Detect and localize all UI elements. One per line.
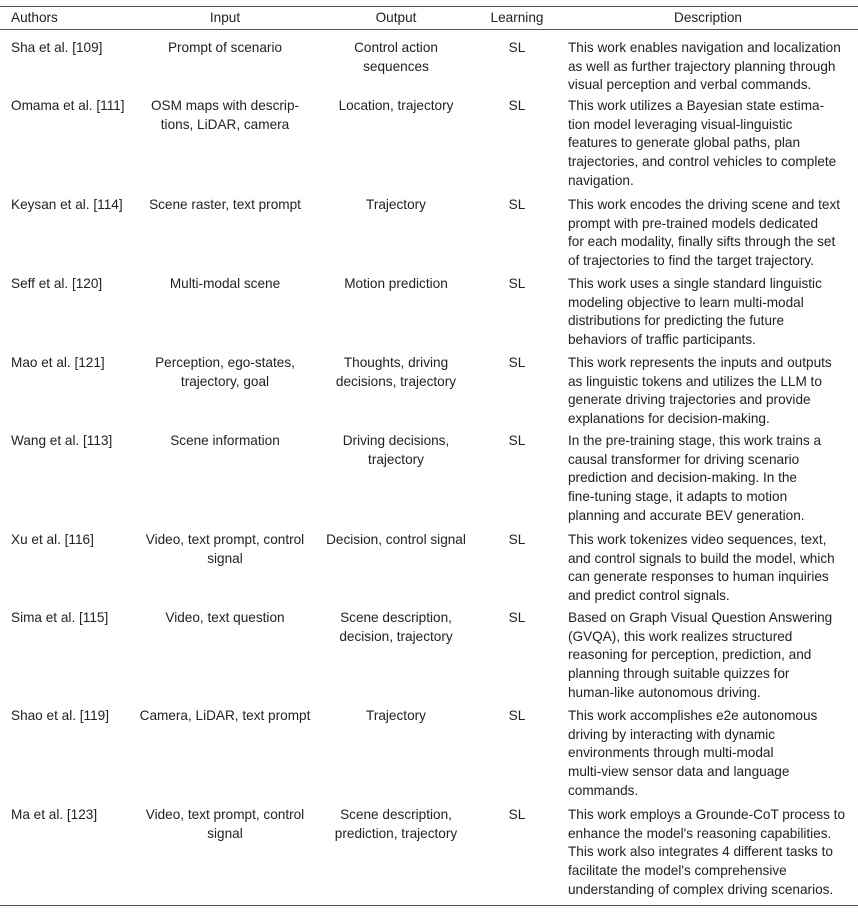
table-top-rule [0, 6, 858, 7]
cell-learning: SL [508, 98, 526, 113]
header-input: Input [209, 10, 241, 25]
cell-output-line: Trajectory [366, 197, 426, 212]
cell-description [568, 806, 848, 900]
cell-learning: SL [508, 197, 526, 212]
cell-input-line: Scene information [170, 433, 280, 448]
cell-description-line: This work enables navigation and localization [568, 40, 841, 55]
cell-description-line: visual perception and verbal commands. [568, 77, 812, 93]
cell-description-line: planning and accurate BEV generation. [568, 507, 805, 523]
cell-learning: SL [508, 807, 526, 822]
cell-input-line: signal [207, 825, 243, 841]
cell-description-line: facilitate the model's comprehensive [568, 863, 787, 879]
cell-description-line: planning through suitable quizzes for [568, 666, 790, 682]
cell-description-line: understanding of complex driving scenarios. [568, 881, 834, 897]
cell-description-line: fine-tuning stage, it adapts to motion [568, 489, 788, 505]
cell-description-line: trajectories, and control vehicles to complete [568, 154, 837, 170]
cell-description-line: and control signals to build the model, which [568, 550, 835, 566]
cell-description-line: Based on Graph Visual Question Answering [568, 610, 833, 625]
cell-description-line: as well as further trajectory planning through [568, 58, 836, 74]
cell-description [568, 707, 848, 801]
cell-description-line: This work utilizes a Bayesian state estima- [568, 98, 825, 113]
cell-input-line: trajectory, goal [180, 373, 270, 389]
cell-author: Keysan et al. [114] [11, 197, 123, 212]
cell-description-line: modeling objective to learn multi-modal [568, 294, 804, 310]
cell-output-line: Scene description, [340, 807, 452, 822]
cell-learning: SL [508, 708, 526, 723]
cell-input [139, 806, 311, 843]
cell-output-line: Control action [354, 40, 438, 55]
cell-description-line: and predict control signals. [568, 588, 730, 604]
cell-input-line: tions, LiDAR, camera [160, 116, 290, 132]
cell-output-line: decisions, trajectory [335, 373, 457, 389]
cell-description-line: for each modality, finally sifts through the set [568, 234, 836, 250]
cell-input [139, 39, 311, 58]
cell-description-line: tion model leveraging visual-linguistic [568, 116, 793, 132]
cell-learning: SL [508, 355, 526, 370]
cell-description-line: of trajectories to find the target trajectory. [568, 253, 815, 269]
cell-author: Ma et al. [123] [11, 807, 98, 822]
cell-description-line: environments through multi-modal [568, 745, 774, 761]
cell-description-line: prediction and decision-making. In the [568, 470, 797, 486]
cell-input [139, 707, 311, 726]
header-authors: Authors [11, 10, 58, 25]
cell-description-line: features to generate global paths, plan [568, 135, 801, 151]
cell-output-line: Thoughts, driving [343, 355, 449, 370]
cell-input [139, 609, 311, 628]
cell-description-line: reasoning for perception, prediction, and [568, 647, 812, 663]
cell-description-line: This work also integrates 4 different tasks to [568, 844, 833, 860]
cell-description-line: commands. [568, 782, 639, 798]
cell-output-line: Trajectory [366, 708, 426, 723]
cell-output-line: sequences [363, 58, 429, 74]
cell-learning: SL [508, 610, 526, 625]
cell-description-line: can generate responses to human inquiries [568, 569, 829, 585]
cell-learning: SL [508, 532, 526, 547]
cell-author: Sima et al. [115] [11, 610, 109, 625]
cell-output-line: Driving decisions, [342, 433, 450, 448]
cell-description-line: explanations for decision-making. [568, 411, 770, 427]
cell-output [320, 432, 472, 469]
cell-author: Sha et al. [109] [11, 40, 103, 55]
cell-input-line: Camera, LiDAR, text prompt [139, 708, 311, 723]
cell-description-line: behaviors of traffic participants. [568, 332, 756, 348]
cell-author: Shao et al. [119] [11, 708, 109, 723]
cell-description [568, 432, 848, 526]
cell-description [568, 609, 848, 703]
cell-input [139, 531, 311, 568]
cell-input-line: Video, text question [165, 610, 285, 625]
cell-input [139, 275, 311, 294]
cell-description-line: generate driving trajectories and provide [568, 392, 811, 408]
cell-description-line: enhance the model's reasoning capabilities. [568, 825, 832, 841]
cell-description-line: This work tokenizes video sequences, text, [568, 532, 827, 547]
cell-input-line: signal [207, 550, 243, 566]
cell-description-line: This work accomplishes e2e autonomous [568, 708, 818, 723]
cell-input-line: Video, text prompt, control [145, 807, 305, 822]
cell-input [139, 196, 311, 215]
header-output: Output [375, 10, 417, 25]
cell-output [320, 275, 472, 294]
cell-author: Wang et al. [113] [11, 433, 113, 448]
cell-description-line: multi-view sensor data and language [568, 764, 790, 780]
cell-description [568, 97, 848, 191]
cell-description-line: This work uses a single standard linguistic [568, 276, 822, 291]
cell-description [568, 196, 848, 271]
cell-description-line: causal transformer for driving scenario [568, 451, 800, 467]
cell-description-line: navigation. [568, 172, 634, 188]
cell-input [139, 97, 311, 134]
table-header-rule [0, 29, 858, 30]
cell-description [568, 354, 848, 429]
cell-description-line: driving by interacting with dynamic [568, 726, 776, 742]
cell-description-line: This work employs a Grounde-CoT process to [568, 807, 846, 822]
cell-learning: SL [508, 40, 526, 55]
cell-description [568, 39, 848, 95]
cell-input-line: Video, text prompt, control [145, 532, 305, 547]
cell-learning: SL [508, 433, 526, 448]
cell-input-line: Prompt of scenario [167, 40, 283, 55]
table-bottom-rule [0, 905, 858, 906]
cell-description-line: (GVQA), this work realizes structured [568, 628, 793, 644]
cell-output [320, 39, 472, 76]
cell-author: Seff et al. [120] [11, 276, 103, 291]
cell-output-line: decision, trajectory [339, 628, 453, 644]
cell-description-line: distributions for predicting the future [568, 313, 785, 329]
cell-input [139, 432, 311, 451]
cell-description [568, 275, 848, 350]
cell-output-line: Scene description, [340, 610, 452, 625]
cell-input-line: OSM maps with descrip- [150, 98, 300, 113]
cell-output [320, 196, 472, 215]
cell-output [320, 97, 472, 116]
header-description: Description [674, 10, 742, 25]
cell-output-line: trajectory [368, 451, 424, 467]
cell-output-line: prediction, trajectory [334, 825, 458, 841]
cell-author: Omama et al. [111] [11, 98, 125, 113]
cell-input-line: Scene raster, text prompt [149, 197, 301, 212]
cell-output-line: Location, trajectory [338, 98, 454, 113]
cell-description-line: This work represents the inputs and outputs [568, 355, 832, 370]
cell-learning: SL [508, 276, 526, 291]
cell-output [320, 707, 472, 726]
cell-output [320, 531, 472, 550]
table-header-row [0, 9, 858, 28]
cell-description-line: human-like autonomous driving. [568, 684, 761, 700]
cell-description [568, 531, 848, 606]
cell-input-line: Perception, ego-states, [155, 355, 295, 370]
cell-output-line: Decision, control signal [326, 532, 466, 547]
cell-description-line: as linguistic tokens and utilizes the LLM to [568, 373, 822, 389]
cell-output-line: Motion prediction [344, 276, 448, 291]
cell-author: Xu et al. [116] [11, 532, 94, 547]
cell-output [320, 354, 472, 391]
cell-input [139, 354, 311, 391]
cell-description-line: prompt with pre-trained models dedicated [568, 215, 819, 231]
cell-input-line: Multi-modal scene [169, 276, 281, 291]
cell-author: Mao et al. [121] [11, 355, 105, 370]
cell-description-line: In the pre-training stage, this work trains a [568, 433, 822, 448]
cell-output [320, 609, 472, 646]
cell-description-line: This work encodes the driving scene and text [568, 197, 841, 212]
header-learning: Learning [490, 10, 544, 25]
cell-output [320, 806, 472, 843]
